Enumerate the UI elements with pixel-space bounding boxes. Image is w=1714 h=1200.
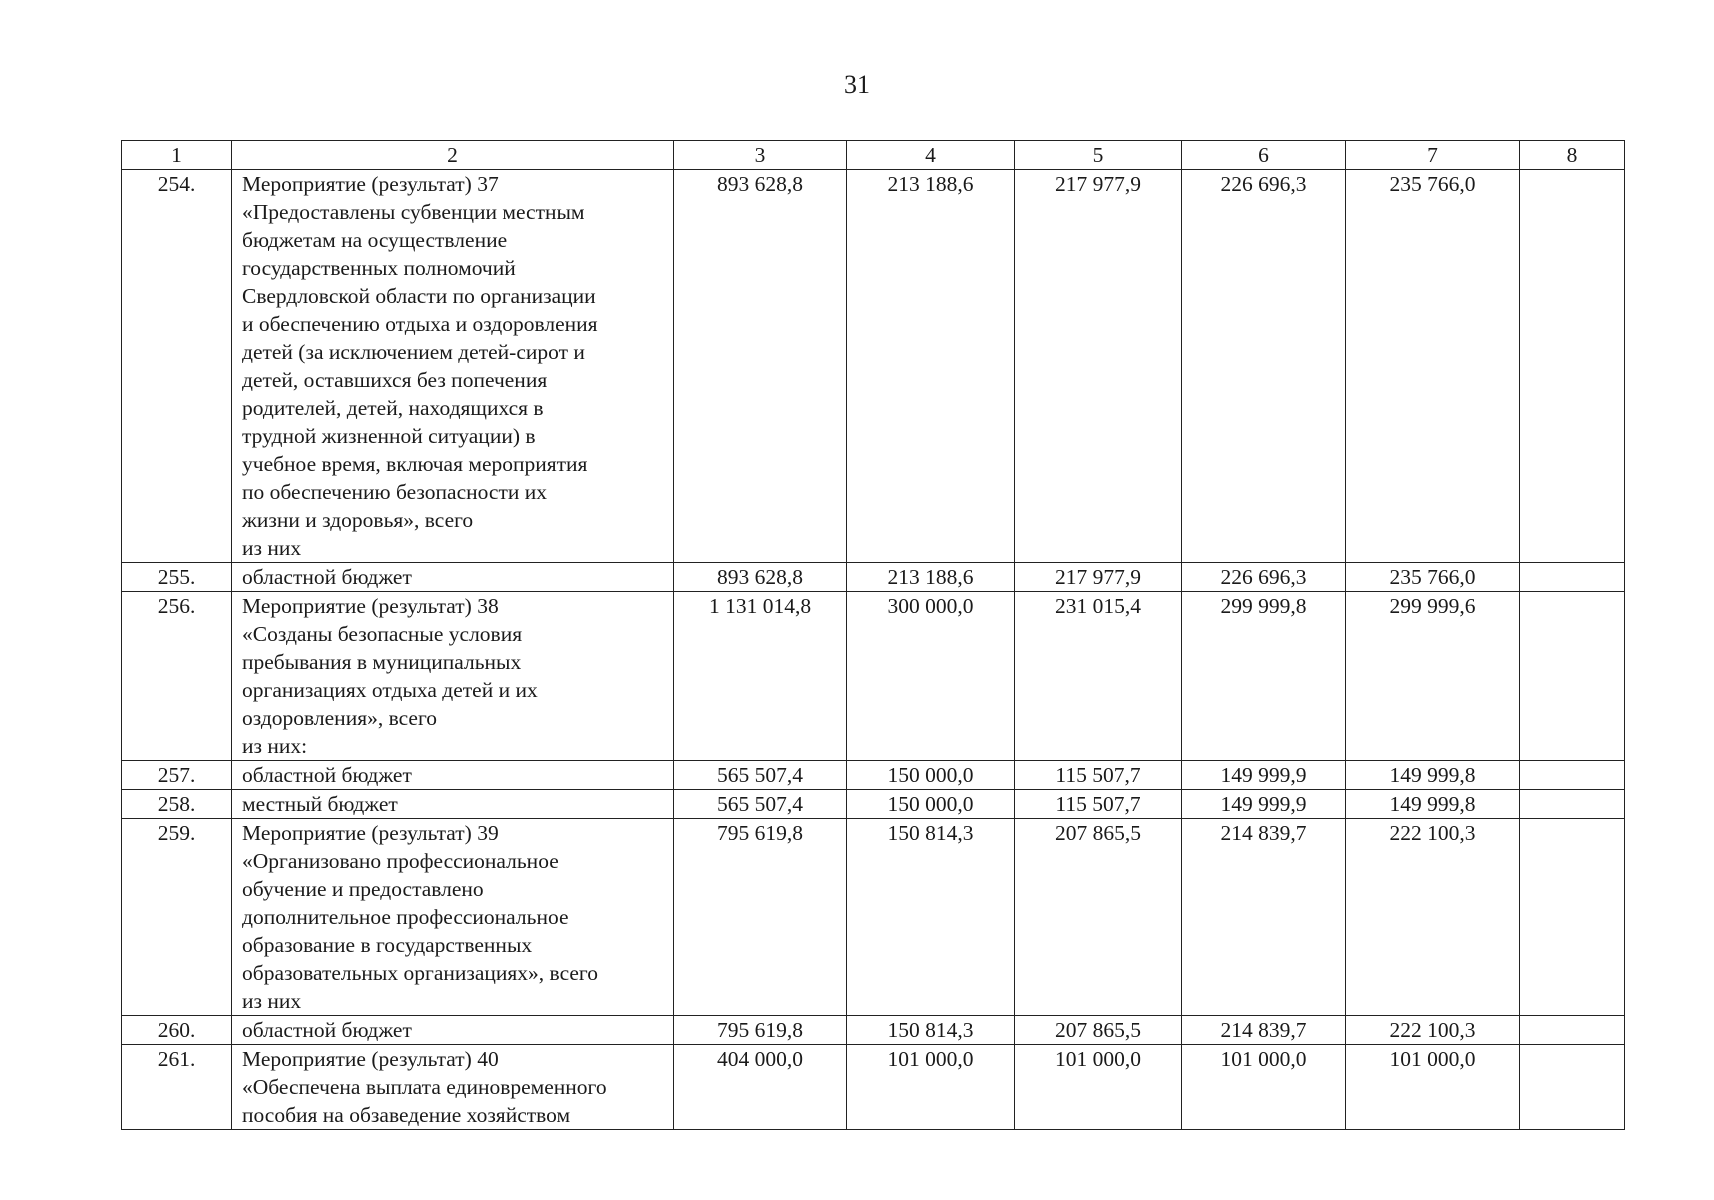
value-cell-col-4: 213 188,6: [847, 170, 1015, 563]
value-cell-col-7: 222 100,3: [1346, 1016, 1520, 1045]
description-line: детей (за исключением детей-сирот и: [242, 340, 585, 364]
table-row: [122, 592, 1625, 761]
value-cell-col-3: 565 507,4: [674, 790, 847, 819]
value-cell-col-4: 213 188,6: [847, 563, 1015, 592]
value-cell-col-8: [1520, 563, 1625, 592]
description-line: трудной жизненной ситуации) в: [242, 424, 536, 448]
value-cell-col-8: [1520, 790, 1625, 819]
budget-table: [121, 140, 1625, 1130]
table-body: [122, 170, 1625, 1130]
row-number: 255.: [122, 563, 232, 592]
description-line: Свердловской области по организации: [242, 284, 596, 308]
value-cell-col-5: 115 507,7: [1015, 790, 1182, 819]
value-cell-col-6: 149 999,9: [1182, 761, 1346, 790]
value-cell-col-5: 231 015,4: [1015, 592, 1182, 761]
value-cell-col-7: 235 766,0: [1346, 563, 1520, 592]
table-row: [122, 1016, 1625, 1045]
description-line: образование в государственных: [242, 933, 533, 957]
column-header: 7: [1346, 141, 1520, 170]
description-line: «Созданы безопасные условия: [242, 622, 523, 646]
table-row: [122, 563, 1625, 592]
row-description: [232, 1016, 674, 1045]
row-description: [232, 819, 674, 1016]
description-line: областной бюджет: [242, 1018, 412, 1042]
description-line: Мероприятие (результат) 37: [242, 172, 499, 196]
value-cell-col-7: 149 999,8: [1346, 790, 1520, 819]
value-cell-col-4: 150 000,0: [847, 790, 1015, 819]
table-row: [122, 761, 1625, 790]
value-cell-col-3: 1 131 014,8: [674, 592, 847, 761]
description-line: Мероприятие (результат) 38: [242, 594, 499, 618]
description-line: Мероприятие (результат) 39: [242, 821, 499, 845]
header-row: [122, 141, 1625, 170]
row-number: 257.: [122, 761, 232, 790]
value-cell-col-6: 214 839,7: [1182, 1016, 1346, 1045]
value-cell-col-5: 101 000,0: [1015, 1045, 1182, 1130]
table-row: [122, 790, 1625, 819]
value-cell-col-4: 150 000,0: [847, 761, 1015, 790]
description-line: учебное время, включая мероприятия: [242, 452, 588, 476]
description-line: Мероприятие (результат) 40: [242, 1047, 499, 1071]
value-cell-col-3: 893 628,8: [674, 170, 847, 563]
value-cell-col-4: 150 814,3: [847, 1016, 1015, 1045]
row-description: [232, 1045, 674, 1130]
column-header: 1: [122, 141, 232, 170]
description-line: обучение и предоставлено: [242, 877, 484, 901]
row-number: 256.: [122, 592, 232, 761]
value-cell-col-4: 150 814,3: [847, 819, 1015, 1016]
value-cell-col-6: 299 999,8: [1182, 592, 1346, 761]
value-cell-col-8: [1520, 1016, 1625, 1045]
row-number: 258.: [122, 790, 232, 819]
description-line: из них: [242, 536, 302, 560]
description-line: местный бюджет: [242, 792, 398, 816]
value-cell-col-6: 226 696,3: [1182, 563, 1346, 592]
value-cell-col-5: 207 865,5: [1015, 819, 1182, 1016]
value-cell-col-3: 795 619,8: [674, 819, 847, 1016]
description-line: «Предоставлены субвенции местным: [242, 200, 585, 224]
value-cell-col-3: 893 628,8: [674, 563, 847, 592]
description-line: родителей, детей, находящихся в: [242, 396, 544, 420]
column-header: 8: [1520, 141, 1625, 170]
value-cell-col-3: 565 507,4: [674, 761, 847, 790]
value-cell-col-5: 217 977,9: [1015, 170, 1182, 563]
value-cell-col-3: 795 619,8: [674, 1016, 847, 1045]
value-cell-col-6: 226 696,3: [1182, 170, 1346, 563]
description-line: дополнительное профессиональное: [242, 905, 569, 929]
column-header: 3: [674, 141, 847, 170]
description-line: организациях отдыха детей и их: [242, 678, 538, 702]
description-line: «Организовано профессиональное: [242, 849, 559, 873]
description-line: и обеспечению отдыха и оздоровления: [242, 312, 598, 336]
value-cell-col-5: 207 865,5: [1015, 1016, 1182, 1045]
description-line: образовательных организациях», всего: [242, 961, 598, 985]
row-number: 260.: [122, 1016, 232, 1045]
description-line: государственных полномочий: [242, 256, 516, 280]
row-number: 254.: [122, 170, 232, 563]
table-row: [122, 170, 1625, 563]
column-header: 2: [232, 141, 674, 170]
page-number: 31: [844, 70, 870, 99]
value-cell-col-8: [1520, 592, 1625, 761]
row-description: [232, 790, 674, 819]
column-header: 6: [1182, 141, 1346, 170]
value-cell-col-6: 214 839,7: [1182, 819, 1346, 1016]
value-cell-col-5: 217 977,9: [1015, 563, 1182, 592]
value-cell-col-7: 299 999,6: [1346, 592, 1520, 761]
value-cell-col-8: [1520, 1045, 1625, 1130]
description-line: оздоровления», всего: [242, 706, 437, 730]
column-header: 5: [1015, 141, 1182, 170]
description-line: областной бюджет: [242, 565, 412, 589]
value-cell-col-5: 115 507,7: [1015, 761, 1182, 790]
value-cell-col-8: [1520, 761, 1625, 790]
row-number: 259.: [122, 819, 232, 1016]
row-description: [232, 170, 674, 563]
value-cell-col-7: 235 766,0: [1346, 170, 1520, 563]
value-cell-col-6: 149 999,9: [1182, 790, 1346, 819]
value-cell-col-3: 404 000,0: [674, 1045, 847, 1130]
row-number: 261.: [122, 1045, 232, 1130]
row-description: [232, 563, 674, 592]
table-row: [122, 1045, 1625, 1130]
table-header: [122, 141, 1625, 170]
value-cell-col-7: 149 999,8: [1346, 761, 1520, 790]
description-line: по обеспечению безопасности их: [242, 480, 548, 504]
table-row: [122, 819, 1625, 1016]
description-line: бюджетам на осуществление: [242, 228, 508, 252]
value-cell-col-4: 300 000,0: [847, 592, 1015, 761]
value-cell-col-8: [1520, 819, 1625, 1016]
row-description: [232, 592, 674, 761]
value-cell-col-4: 101 000,0: [847, 1045, 1015, 1130]
description-line: пребывания в муниципальных: [242, 650, 522, 674]
row-description: [232, 761, 674, 790]
description-line: из них:: [242, 734, 308, 758]
column-header: 4: [847, 141, 1015, 170]
description-line: жизни и здоровья», всего: [242, 508, 474, 532]
description-line: из них: [242, 989, 302, 1013]
value-cell-col-7: 222 100,3: [1346, 819, 1520, 1016]
description-line: пособия на обзаведение хозяйством: [242, 1103, 571, 1127]
description-line: детей, оставшихся без попечения: [242, 368, 548, 392]
value-cell-col-6: 101 000,0: [1182, 1045, 1346, 1130]
description-line: «Обеспечена выплата единовременного: [242, 1075, 607, 1099]
value-cell-col-7: 101 000,0: [1346, 1045, 1520, 1130]
description-line: областной бюджет: [242, 763, 412, 787]
value-cell-col-8: [1520, 170, 1625, 563]
